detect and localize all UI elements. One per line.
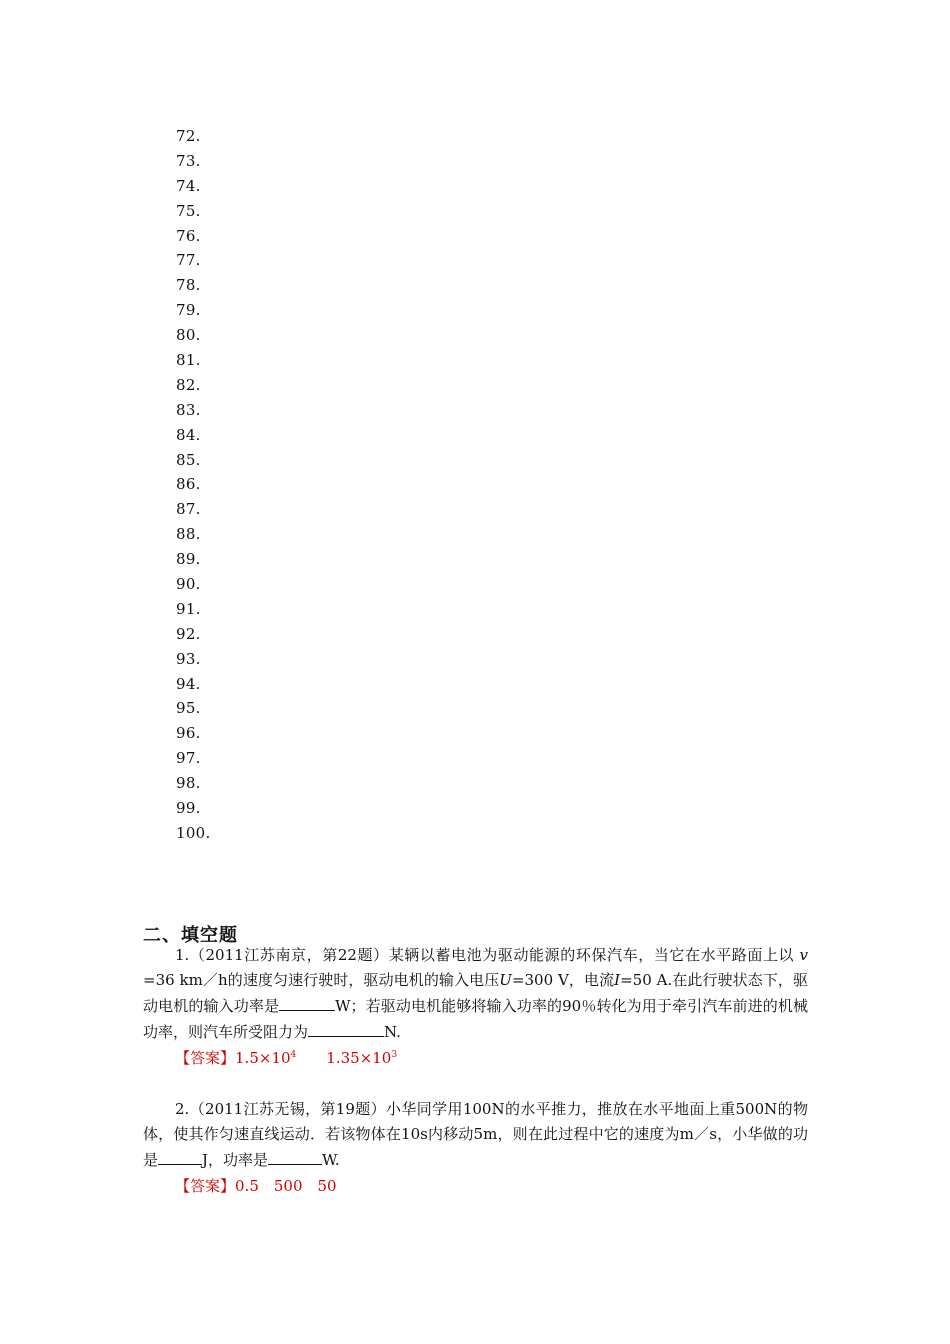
- question-1: [143, 943, 808, 1071]
- numbered-line: 82.: [176, 375, 201, 394]
- numbered-line-list: [176, 124, 211, 846]
- numbered-line: 83.: [176, 400, 201, 419]
- q1-intro: 1.（2011江苏南京，第22题）某辆以蓄电池为驱动能源的环保汽车，当它在水平路面上以: [175, 946, 800, 964]
- answer-1-base: 1.5×10: [235, 1049, 291, 1067]
- answer-blank: [268, 1147, 322, 1165]
- numbered-line: 95.: [176, 699, 201, 718]
- question-2: [143, 1097, 808, 1199]
- q2-mid: J，功率是: [202, 1151, 269, 1169]
- numbered-line: 100.: [176, 823, 211, 842]
- numbered-line: 86.: [176, 475, 201, 494]
- answer-blank: [158, 1147, 202, 1165]
- question-2-text: [143, 1097, 808, 1173]
- numbered-line: 78.: [176, 276, 201, 295]
- answer-2-base: 1.35×10: [326, 1049, 392, 1067]
- answer-2-exponent: 3: [391, 1050, 398, 1060]
- numbered-line: 73.: [176, 151, 201, 170]
- numbered-line: 93.: [176, 649, 201, 668]
- numbered-line: 74.: [176, 176, 201, 195]
- question-1-text: [143, 943, 808, 1045]
- numbered-line: 85.: [176, 450, 201, 469]
- q1-end: N.: [384, 1023, 401, 1041]
- question-1-answer: [143, 1046, 808, 1071]
- answer-blank: [279, 993, 335, 1011]
- answer-tag: 【答案】: [175, 1177, 236, 1195]
- q1-mid4: W；若驱动电机能够将输入功率的90％转化为用于牵引汽车前进的机械功率，则汽车所受阻力为: [143, 997, 808, 1041]
- q1-var-u: U: [499, 971, 512, 989]
- numbered-line: 89.: [176, 550, 201, 569]
- numbered-line: 91.: [176, 599, 201, 618]
- q1-var-i: I: [614, 971, 621, 989]
- numbered-line: 76.: [176, 226, 201, 245]
- q1-mid1: =36 km／h的速度匀速行驶时，驱动电机的输入电压: [143, 971, 500, 989]
- answer-tag: 【答案】: [175, 1049, 236, 1067]
- q1-var-v: v: [799, 946, 808, 964]
- q2-end: W.: [322, 1151, 340, 1169]
- answer-values: 0.5 500 50: [235, 1177, 337, 1195]
- numbered-line: 75.: [176, 201, 201, 220]
- numbered-line: 94.: [176, 674, 201, 693]
- question-2-answer: [143, 1174, 808, 1199]
- numbered-line: 99.: [176, 799, 201, 818]
- numbered-line: 90.: [176, 575, 201, 594]
- numbered-line: 97.: [176, 749, 201, 768]
- numbered-line: 77.: [176, 251, 201, 270]
- q2-intro: 2.（2011江苏无锡，第19题）小华同学用100N的水平推力，推放在水平地面上重500N的物体，使其作匀速直线运动．若该物体在10s内移动5m，则在此过程中它的速度为m／s，小华做的功是: [143, 1100, 808, 1169]
- numbered-line: 72.: [176, 127, 201, 145]
- numbered-line: 81.: [176, 351, 201, 370]
- numbered-line: 79.: [176, 301, 201, 320]
- numbered-line: 84.: [176, 425, 201, 444]
- section-title: 二、填空题: [143, 925, 238, 946]
- q1-mid3: =50 A.在此行驶状态下，驱动电机的输入功率是: [143, 971, 808, 1015]
- answer-1-exponent: 4: [290, 1050, 297, 1060]
- numbered-line: 87.: [176, 500, 201, 519]
- numbered-line: 92.: [176, 624, 201, 643]
- numbered-line: 98.: [176, 774, 201, 793]
- answer-blank: [308, 1019, 384, 1037]
- numbered-line: 80.: [176, 326, 201, 345]
- q1-mid2: =300 V，电流: [511, 971, 615, 989]
- numbered-line: 88.: [176, 525, 201, 544]
- numbered-line: 96.: [176, 724, 201, 743]
